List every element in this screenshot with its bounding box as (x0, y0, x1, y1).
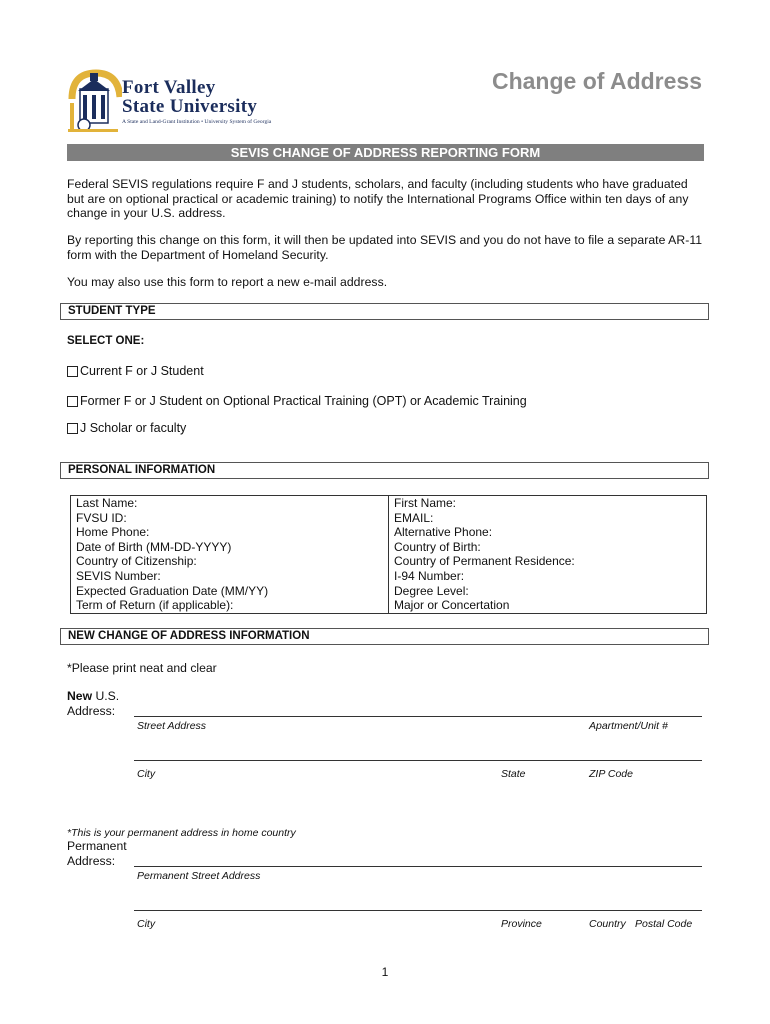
permanent-street-label: Permanent Street Address (137, 870, 261, 882)
degree-level-field[interactable]: Degree Level: (394, 583, 469, 598)
print-note: *Please print neat and clear (67, 661, 217, 675)
permanent-city-line[interactable] (134, 910, 702, 911)
new-us-address-label (67, 689, 119, 719)
option-former-student-opt[interactable] (67, 394, 527, 408)
permanent-label: Permanent (67, 839, 127, 853)
permanent-address-label (67, 839, 127, 869)
i94-number-field[interactable]: I-94 Number: (394, 568, 465, 583)
checkbox[interactable] (67, 366, 78, 377)
student-type-heading: STUDENT TYPE (60, 303, 709, 320)
home-phone-field[interactable]: Home Phone: (76, 525, 150, 540)
address-label: Address: (67, 854, 116, 868)
permanent-city-label: City (137, 918, 156, 930)
page-number: 1 (381, 965, 389, 979)
checkbox[interactable] (67, 396, 78, 407)
last-name-field[interactable]: Last Name: (76, 496, 138, 510)
document-title: Change of Address (491, 68, 702, 94)
personal-info-heading: PERSONAL INFORMATION (60, 462, 709, 479)
university-name-line1: Fort Valley (122, 77, 216, 98)
select-one-label: SELECT ONE: (67, 335, 145, 347)
expected-graduation-field[interactable]: Expected Graduation Date (MM/YY) (76, 583, 269, 598)
option-j-scholar[interactable] (67, 421, 186, 435)
form-banner: SEVIS CHANGE OF ADDRESS REPORTING FORM (67, 144, 704, 161)
checkbox[interactable] (67, 423, 78, 434)
city-state-zip-line[interactable] (134, 760, 702, 761)
personal-info-left-column (71, 496, 389, 614)
major-field[interactable]: Major or Concertation (394, 598, 510, 613)
country-of-residence-field[interactable]: Country of Permanent Residence: (394, 554, 575, 569)
option-current-student[interactable] (67, 364, 204, 378)
email-field[interactable]: EMAIL: (394, 510, 434, 525)
personal-info-right-column (389, 496, 707, 614)
permanent-address-note: *This is your permanent address in home country (67, 827, 296, 839)
date-of-birth-field[interactable]: Date of Birth (MM-DD-YYYY) (76, 539, 232, 554)
city-label: City (137, 768, 156, 780)
street-address-line[interactable] (134, 716, 702, 717)
country-of-birth-field[interactable]: Country of Birth: (394, 539, 481, 554)
address-label: Address: (67, 704, 116, 718)
intro-paragraph-2: By reporting this change on this form, it will then be updated into SEVIS and you do not have to file a separate AR-11 form with the Department of Homeland Security. (67, 233, 703, 262)
new-label: New (67, 689, 93, 703)
sevis-number-field[interactable]: SEVIS Number: (76, 568, 161, 583)
personal-info-table (70, 495, 707, 614)
option-label: Former F or J Student on Optional Practical Training (OPT) or Academic Training (80, 394, 527, 408)
term-of-return-field[interactable]: Term of Return (if applicable): (76, 598, 234, 613)
university-name-line2: State University (122, 96, 258, 117)
us-label: U.S. (92, 689, 120, 703)
zip-label: ZIP Code (589, 768, 633, 780)
intro-paragraph-3: You may also use this form to report a new e-mail address. (67, 275, 388, 289)
intro-paragraph-1: Federal SEVIS regulations require F and J students, scholars, and faculty (including students who have graduated but are on optional practical or academic training) to notify the International Programs Office within ten days of any change in your U.S. address. (67, 177, 689, 220)
postal-code-label: Postal Code (635, 918, 693, 930)
first-name-field[interactable]: First Name: (394, 496, 457, 510)
option-label: Current F or J Student (80, 364, 204, 378)
university-tagline: A State and Land-Grant Institution • University System of Georgia (122, 119, 272, 125)
state-label: State (501, 768, 526, 780)
option-label: J Scholar or faculty (80, 421, 187, 435)
fvsu-id-field[interactable]: FVSU ID: (76, 510, 127, 525)
permanent-street-line[interactable] (134, 866, 702, 867)
alternative-phone-field[interactable]: Alternative Phone: (394, 525, 493, 540)
street-address-label: Street Address (137, 720, 207, 732)
province-label: Province (501, 918, 542, 930)
country-label: Country (589, 918, 626, 930)
university-logo (66, 69, 288, 135)
seal-icon (66, 69, 122, 135)
country-of-citizenship-field[interactable]: Country of Citizenship: (76, 554, 197, 569)
new-address-heading: NEW CHANGE OF ADDRESS INFORMATION (60, 628, 709, 645)
apartment-label: Apartment/Unit # (589, 720, 668, 732)
